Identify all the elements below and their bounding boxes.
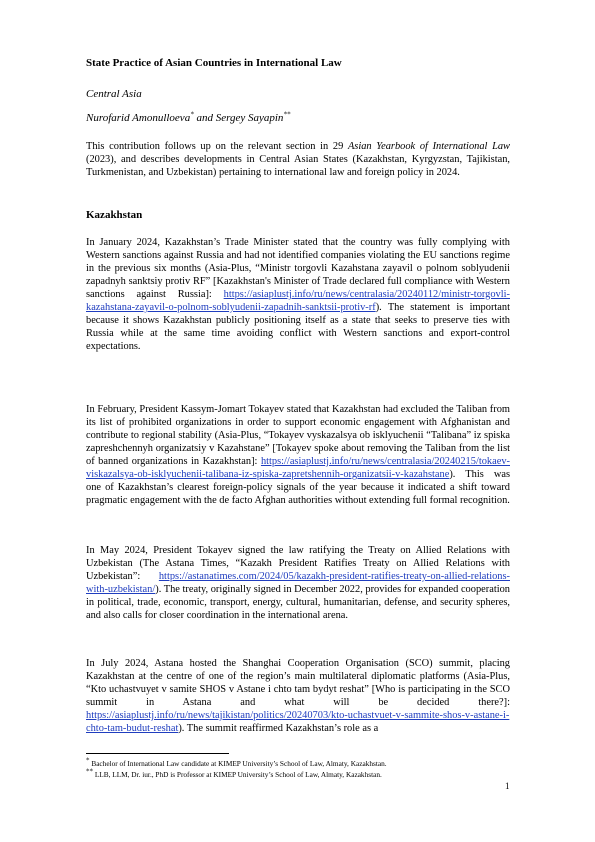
footnote-2-mark: **	[86, 767, 93, 776]
paragraph-text: In January 2024, Kazakhstan’s Trade Minister stated that the country was fully complying with Western sanctions against Russia and had not identified companies violating the EU sanctions regime in the previous six months (Asia-Plus, “Ministr torgovli Kazahstana zayavil o polnom soblyudenii zapadnyh sanktsiy protiv RF” [Kazakhstan's Minister of Trade declared full compliance with Western sanctions against Russia]:	[86, 237, 510, 300]
paragraph-text: In July 2024, Astana hosted the Shanghai Cooperation Organisation (SCO) summit, placing Kazakhstan at the centre of one of the region’s main multilateral diplomatic platforms (Asia-Plus, “Kto uchastvuyet v samite SHOS v Astane i chto tam bydyt reshat” [Who is participating in the SCO summit in Astana and what will be decided there?]:	[86, 658, 510, 708]
link-asiaplus-taliban[interactable]: https://asiaplustj.info/ru/news/centralasia/20240215/tokaev-viskazalsya-ob-isklyuchenii-talibana-iz-spiska-zapretshennih-organizatsii-v-kazahstane	[86, 456, 510, 480]
document-title: State Practice of Asian Countries in International Law	[86, 57, 342, 69]
author-line	[86, 112, 510, 124]
paragraph-text-cont: ). The summit reaffirmed Kazakhstan’s role as a	[178, 723, 379, 734]
paragraph-uzbekistan-treaty	[86, 544, 510, 622]
footnote-separator	[86, 753, 229, 754]
author-1: Nurofarid Amonulloeva	[86, 112, 191, 124]
footnote-2-text: LLB, LLM, Dr. iur., PhD is Professor at KIMEP University’s School of Law, Almaty, Kazakhstan.	[93, 770, 382, 779]
link-astanatimes[interactable]: https://astanatimes.com/2024/05/kazakh-president-ratifies-treaty-on-allied-relations-with-uzbekistan/	[86, 571, 510, 595]
footnote-2	[86, 767, 510, 780]
author-2: Sergey Sayapin	[215, 112, 284, 124]
paragraph-taliban	[86, 403, 510, 507]
section-label: Central Asia	[86, 88, 142, 100]
paragraph-text-cont: ). The statement is important because it shows Kazakhstan publicly positioning itself as a state that seeks to preserve ties with Russia while at the same time avoiding conflict with Western sanctions and export-control expectations.	[86, 302, 510, 352]
paragraph-sco-summit	[86, 657, 510, 735]
paragraph-text-cont: ). This was one of Kazakhstan’s clearest foreign-policy signals of the year because it indicated a shift toward pragmatic engagement with the de facto Afghan authorities without extending full formal recognition.	[86, 469, 510, 506]
footnote-1-text: Bachelor of International Law candidate at KIMEP University’s School of Law, Almaty, Kazakhstan.	[89, 759, 387, 768]
heading-kazakhstan: Kazakhstan	[86, 209, 143, 221]
paragraph-text: In May 2024, President Tokayev signed the law ratifying the Treaty on Allied Relations with Uzbekistan (The Astana Times, “Kazakh President Ratifies Treaty on Allied Relations with Uzbekistan”:	[86, 545, 510, 582]
paragraph-text-cont: ). The treaty, originally signed in December 2022, provides for expanded cooperation in political, trade, economic, transport, energy, cultural, humanitarian, defense, and security spheres, and also calls for closer coordination in the international arena.	[86, 584, 510, 621]
intro-text: This contribution follows up on the relevant section in 29	[86, 141, 348, 152]
yearbook-title: Asian Yearbook of International Law	[347, 141, 510, 152]
intro-text-cont: (2023), and describes developments in Central Asian States (Kazakhstan, Kyrgyzstan, Tajikistan, Turkmenistan, and Uzbekistan) pertaining to international law and foreign policy in 2024.	[86, 154, 510, 178]
footnote-ref-2[interactable]: **	[283, 110, 291, 119]
footnote-1-mark: *	[86, 756, 90, 765]
footnote-ref-1[interactable]: *	[190, 110, 194, 119]
intro-paragraph	[86, 140, 510, 179]
link-asiaplus-sanctions[interactable]: https://asiaplustj.info/ru/news/centralasia/20240112/ministr-torgovli-kazahstana-zayavil-o-polnom-soblyudenii-zapadnih-sanktsii-protiv-rf	[86, 289, 510, 313]
link-asiaplus-sco[interactable]: https://asiaplustj.info/ru/news/tajikistan/politics/20240703/kto-uchastvuet-v-sammite-shos-v-astane-i-chto-tam-budut-reshat	[86, 710, 510, 734]
paragraph-text: In February, President Kassym-Jomart Tokayev stated that Kazakhstan had excluded the Taliban from its list of prohibited organizations in order to support economic engagement with Afghanistan and contribute to regional stability (Asia-Plus, “Tokayev vyskazalsya ob isklyuchenii “Talibana” iz spiska zapreshchennyh organizatsiy v Kazahstane” [Tokayev spoke about removing the Taliban from the list of banned organizations in Kazakhstan]:	[86, 404, 510, 467]
footnote-1	[86, 756, 510, 769]
author-connector: and	[193, 112, 216, 124]
paragraph-trade-minister	[86, 236, 510, 353]
page-number: 1	[505, 781, 510, 791]
